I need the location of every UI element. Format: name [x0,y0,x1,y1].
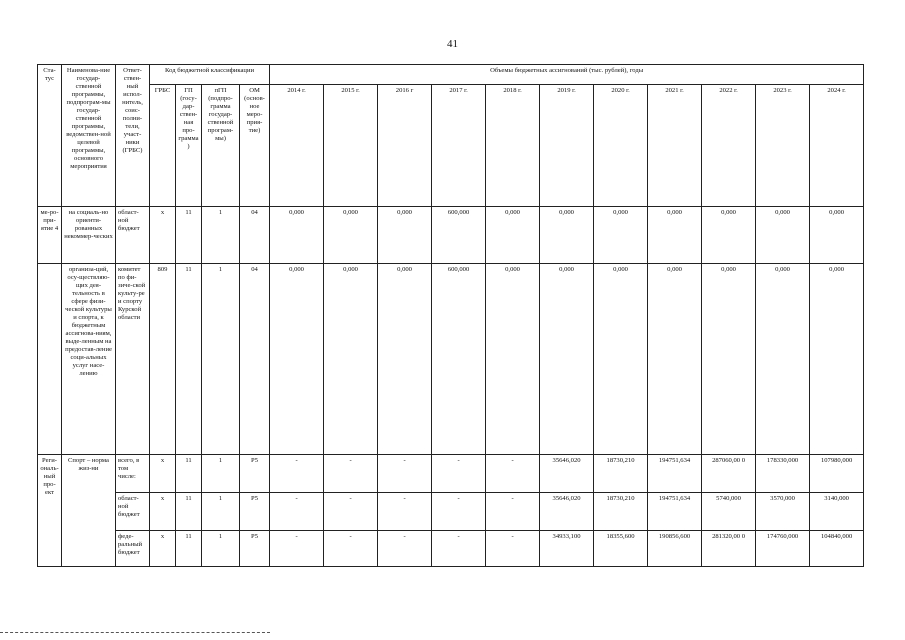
row-pgp: 1 [202,493,240,531]
row-name: организа-ций, осу-ществляю-щих дея-тельность в сфере физи-ческой культуры и спорта, к бюджетным ассигнова-ниям, выде-ленным на предостав-ление соци-альных услуг насе-лению [62,264,116,455]
row-value: 0,000 [702,264,756,455]
row-status [38,264,62,455]
header-responsible: Ответ-ствен-ный испол-нитель, соис-полни-тели, участ-ники (ГРБС) [116,65,150,207]
row-value: 281320,00 0 [702,531,756,567]
row-value: 18355,600 [594,531,648,567]
row-om: Р5 [240,455,270,493]
row-value: 3570,000 [756,493,810,531]
budget-table [37,64,864,567]
header-row-2 [38,85,864,207]
row-value: 194751,634 [648,493,702,531]
page-number: 41 [447,38,458,50]
row-value: 0,000 [324,207,378,264]
row-value: 18730,210 [594,455,648,493]
row-name: на социаль-но ориенти-рованных некоммер-ческих [62,207,116,264]
row-value: 0,000 [270,207,324,264]
row-grbs: х [150,531,176,567]
row-value: - [432,493,486,531]
row-value: 0,000 [540,264,594,455]
row-om: 04 [240,207,270,264]
row-gp: 11 [176,207,202,264]
row-value: - [486,531,540,567]
row-value: 0,000 [378,264,432,455]
row-grbs: 809 [150,264,176,455]
row-value: 18730,210 [594,493,648,531]
header-name: Наименова-ние государ-ственной программы, подпрограм-мы государ-ственной программы, ведомствен-ной целевой программы, основного мероприятия [62,65,116,207]
row-pgp: 1 [202,531,240,567]
row-responsible: феде-ральный бюджет [116,531,150,567]
row-value: 104840,000 [810,531,864,567]
header-year: 2020 г. [594,85,648,207]
row-value: 34933,100 [540,531,594,567]
row-gp: 11 [176,264,202,455]
header-gp: ГП (госу-дар-ствен-ная про-грамма) [176,85,202,207]
row-value: 0,000 [756,264,810,455]
row-om: 04 [240,264,270,455]
row-responsible: всего, в том числе: [116,455,150,493]
header-year: 2019 г. [540,85,594,207]
row-responsible: комитет по фи-зиче-ской культу-ре и спорту Курской области [116,264,150,455]
row-value: 0,000 [702,207,756,264]
row-value: 107980,000 [810,455,864,493]
header-pgp: пГП (подпро-грамма государ-ственной програм-мы) [202,85,240,207]
row-value: - [270,531,324,567]
row-responsible: област-ной бюджет [116,493,150,531]
row-value: 0,000 [648,207,702,264]
row-value: 0,000 [810,264,864,455]
row-value: 0,000 [324,264,378,455]
header-year: 2024 г. [810,85,864,207]
row-grbs: х [150,207,176,264]
row-status: ме-ро-при-ятие 4 [38,207,62,264]
header-volumes: Объемы бюджетных ассигнований (тыс. рублей), годы [270,65,864,85]
row-value: - [432,455,486,493]
row-value: 35646,020 [540,455,594,493]
row-value: 194751,634 [648,455,702,493]
table-row [38,531,864,567]
row-value: 0,000 [486,264,540,455]
row-value: 35646,020 [540,493,594,531]
row-value: - [270,455,324,493]
header-row-1 [38,65,864,85]
header-status: Ста-тус [38,65,62,207]
row-value: 0,000 [486,207,540,264]
row-value: - [378,493,432,531]
footer-divider [0,632,270,634]
row-value: 3140,000 [810,493,864,531]
row-value: 0,000 [648,264,702,455]
header-year: 2014 г. [270,85,324,207]
row-value: 0,000 [594,207,648,264]
row-gp: 11 [176,455,202,493]
row-value: - [324,531,378,567]
row-value: 190856,600 [648,531,702,567]
header-classification-code: Код бюджетной классификации [150,65,270,85]
row-value: 0,000 [378,207,432,264]
row-value: 0,000 [594,264,648,455]
row-value: - [324,493,378,531]
row-value: 287060,00 0 [702,455,756,493]
row-value: 0,000 [756,207,810,264]
row-value: - [378,455,432,493]
header-year: 2023 г. [756,85,810,207]
row-pgp: 1 [202,264,240,455]
header-year: 2022 г. [702,85,756,207]
row-value: - [432,531,486,567]
row-value: - [270,493,324,531]
header-year: 2016 г [378,85,432,207]
row-status: Реги-ональ-ный про-ект [38,455,62,567]
row-responsible: област-ной бюджет [116,207,150,264]
row-grbs: х [150,493,176,531]
row-value: - [378,531,432,567]
row-value: 600,000 [432,207,486,264]
row-value: - [324,455,378,493]
table-row [38,207,864,264]
header-grbs: ГРБС [150,85,176,207]
row-value: - [486,455,540,493]
row-gp: 11 [176,531,202,567]
header-year: 2021 г. [648,85,702,207]
table-row [38,493,864,531]
row-om: Р5 [240,531,270,567]
header-year: 2018 г. [486,85,540,207]
table-row [38,455,864,493]
row-value: 0,000 [270,264,324,455]
row-pgp: 1 [202,455,240,493]
header-om: ОМ (основ-ное меро-прия-тие) [240,85,270,207]
row-name: Спорт – норма жиз-ни [62,455,116,567]
table-row [38,264,864,455]
header-year: 2015 г. [324,85,378,207]
row-pgp: 1 [202,207,240,264]
header-year: 2017 г. [432,85,486,207]
row-grbs: х [150,455,176,493]
row-value: - [486,493,540,531]
row-gp: 11 [176,493,202,531]
row-value: 600,000 [432,264,486,455]
row-value: 5740,000 [702,493,756,531]
row-value: 0,000 [540,207,594,264]
row-value: 0,000 [810,207,864,264]
row-om: Р5 [240,493,270,531]
row-value: 178330,000 [756,455,810,493]
row-value: 174760,000 [756,531,810,567]
